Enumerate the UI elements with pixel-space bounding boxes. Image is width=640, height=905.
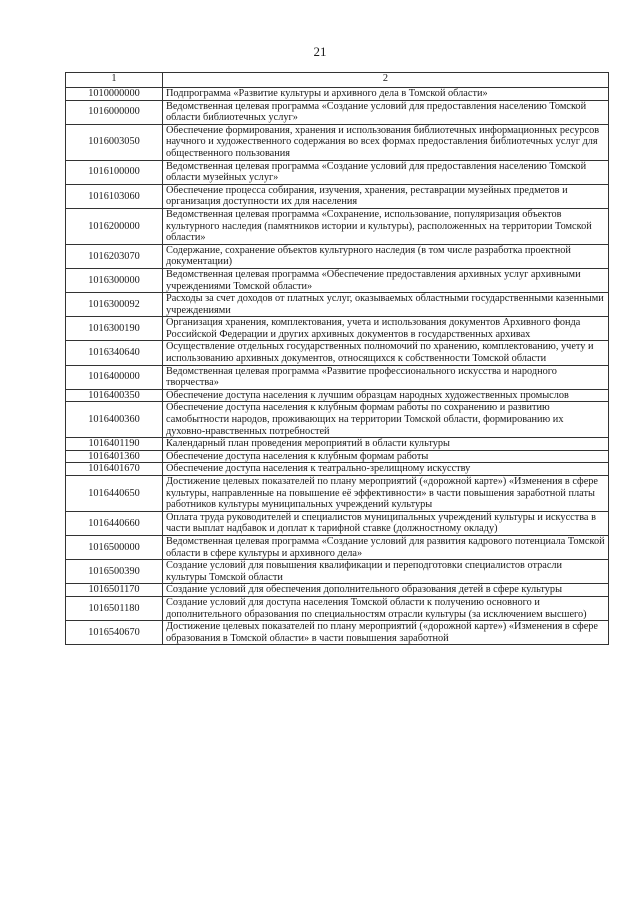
- row-description: Осуществление отдельных государственных полномочий по хранению, комплектованию, учету и использованию архивных документов, относящихся к собственности Томской области: [163, 341, 609, 365]
- row-code: 1016501170: [66, 584, 163, 597]
- row-description: Обеспечение процесса собирания, изучения, хранения, реставрации музейных предметов и организация доступности их для населения: [163, 184, 609, 208]
- table-row: [66, 535, 609, 559]
- table-row: [66, 124, 609, 160]
- row-description: Обеспечение доступа населения к клубным формам работы по сохранению и развитию самобытности народов, проживающих на территории Томской области, формированию их духовно-нравственных потребностей: [163, 402, 609, 438]
- row-code: 1016003050: [66, 124, 163, 160]
- header-col-1: 1: [66, 73, 163, 88]
- row-description: Достижение целевых показателей по плану мероприятий («дорожной карте») «Изменения в сфере культуры, направленные на повышение её эффективности» в части повышения заработной платы работников культуры муниципальных учреждений культуры: [163, 476, 609, 512]
- table-row: [66, 244, 609, 268]
- row-code: 1016500000: [66, 535, 163, 559]
- table-row: [66, 438, 609, 451]
- table-row: [66, 365, 609, 389]
- budget-classification-table: [65, 72, 609, 645]
- table-row: [66, 463, 609, 476]
- table-row: [66, 560, 609, 584]
- table-row: [66, 268, 609, 292]
- row-description: Ведомственная целевая программа «Создание условий для предоставления населению Томской области библиотечных услуг»: [163, 100, 609, 124]
- row-code: 1016440650: [66, 476, 163, 512]
- row-description: Достижение целевых показателей по плану мероприятий («дорожной карте») «Изменения в сфере образования в Томской области» в части повышения заработной: [163, 621, 609, 645]
- header-col-2: 2: [163, 73, 609, 88]
- row-description: Ведомственная целевая программа «Создание условий для развития кадрового потенциала Томской области в сфере культуры и архивного дела»: [163, 535, 609, 559]
- row-code: 1016340640: [66, 341, 163, 365]
- row-code: 1010000000: [66, 88, 163, 101]
- row-description: Расходы за счет доходов от платных услуг, оказываемых областными государственными казенными учреждениями: [163, 293, 609, 317]
- row-code: 1016103060: [66, 184, 163, 208]
- row-code: 1016300092: [66, 293, 163, 317]
- row-code: 1016401190: [66, 438, 163, 451]
- row-code: 1016500390: [66, 560, 163, 584]
- row-description: Обеспечение доступа населения к лучшим образцам народных художественных промыслов: [163, 389, 609, 402]
- row-code: 1016400360: [66, 402, 163, 438]
- row-code: 1016400350: [66, 389, 163, 402]
- table-row: [66, 341, 609, 365]
- row-code: 1016300190: [66, 317, 163, 341]
- table-row: [66, 88, 609, 101]
- row-description: Ведомственная целевая программа «Создание условий для предоставления населению Томской области музейных услуг»: [163, 160, 609, 184]
- row-description: Создание условий для доступа населения Томской области к получению основного и дополнительного образования по специальностям отрасли культуры (за исключением высшего): [163, 596, 609, 620]
- table-row: [66, 317, 609, 341]
- table-row: [66, 596, 609, 620]
- table-row: [66, 402, 609, 438]
- row-code: 1016401360: [66, 450, 163, 463]
- table-row: [66, 208, 609, 244]
- row-code: 1016300000: [66, 268, 163, 292]
- table-row: [66, 100, 609, 124]
- table-row: [66, 511, 609, 535]
- table-row: [66, 184, 609, 208]
- table-row: [66, 389, 609, 402]
- row-code: 1016100000: [66, 160, 163, 184]
- row-description: Подпрограмма «Развитие культуры и архивного дела в Томской области»: [163, 88, 609, 101]
- row-code: 1016203070: [66, 244, 163, 268]
- row-code: 1016540670: [66, 621, 163, 645]
- row-code: 1016440660: [66, 511, 163, 535]
- row-description: Создание условий для обеспечения дополнительного образования детей в сфере культуры: [163, 584, 609, 597]
- row-description: Содержание, сохранение объектов культурного наследия (в том числе разработка проектной документации): [163, 244, 609, 268]
- row-code: 1016401670: [66, 463, 163, 476]
- row-description: Ведомственная целевая программа «Обеспечение предоставления архивных услуг архивными учреждениями Томской области»: [163, 268, 609, 292]
- row-code: 1016000000: [66, 100, 163, 124]
- row-description: Календарный план проведения мероприятий в области культуры: [163, 438, 609, 451]
- row-description: Ведомственная целевая программа «Сохранение, использование, популяризация объектов культурного наследия (памятников истории и культуры), расположенных на территории Томской области»: [163, 208, 609, 244]
- row-description: Организация хранения, комплектования, учета и использования документов Архивного фонда Российской Федерации и других архивных документов в государственных архивах: [163, 317, 609, 341]
- row-description: Ведомственная целевая программа «Развитие профессионального искусства и народного творчества»: [163, 365, 609, 389]
- row-description: Оплата труда руководителей и специалистов муниципальных учреждений культуры и искусства в части выплат надбавок и доплат к тарифной ставке (должностному окладу): [163, 511, 609, 535]
- table-row: [66, 293, 609, 317]
- row-description: Создание условий для повышения квалификации и переподготовки специалистов отрасли культуры Томской области: [163, 560, 609, 584]
- row-description: Обеспечение доступа населения к клубным формам работы: [163, 450, 609, 463]
- table-row: [66, 476, 609, 512]
- row-code: 1016400000: [66, 365, 163, 389]
- table-row: [66, 450, 609, 463]
- row-description: Обеспечение доступа населения к театрально-зрелищному искусству: [163, 463, 609, 476]
- table-header-row: [66, 73, 609, 88]
- row-description: Обеспечение формирования, хранения и использования библиотечных информационных ресурсов научного и художественного содержания во всех формах предоставления библиотечных услуг для общественного пользования: [163, 124, 609, 160]
- table-row: [66, 584, 609, 597]
- page-number: 21: [313, 44, 327, 59]
- table-row: [66, 160, 609, 184]
- row-code: 1016501180: [66, 596, 163, 620]
- row-code: 1016200000: [66, 208, 163, 244]
- table-row: [66, 621, 609, 645]
